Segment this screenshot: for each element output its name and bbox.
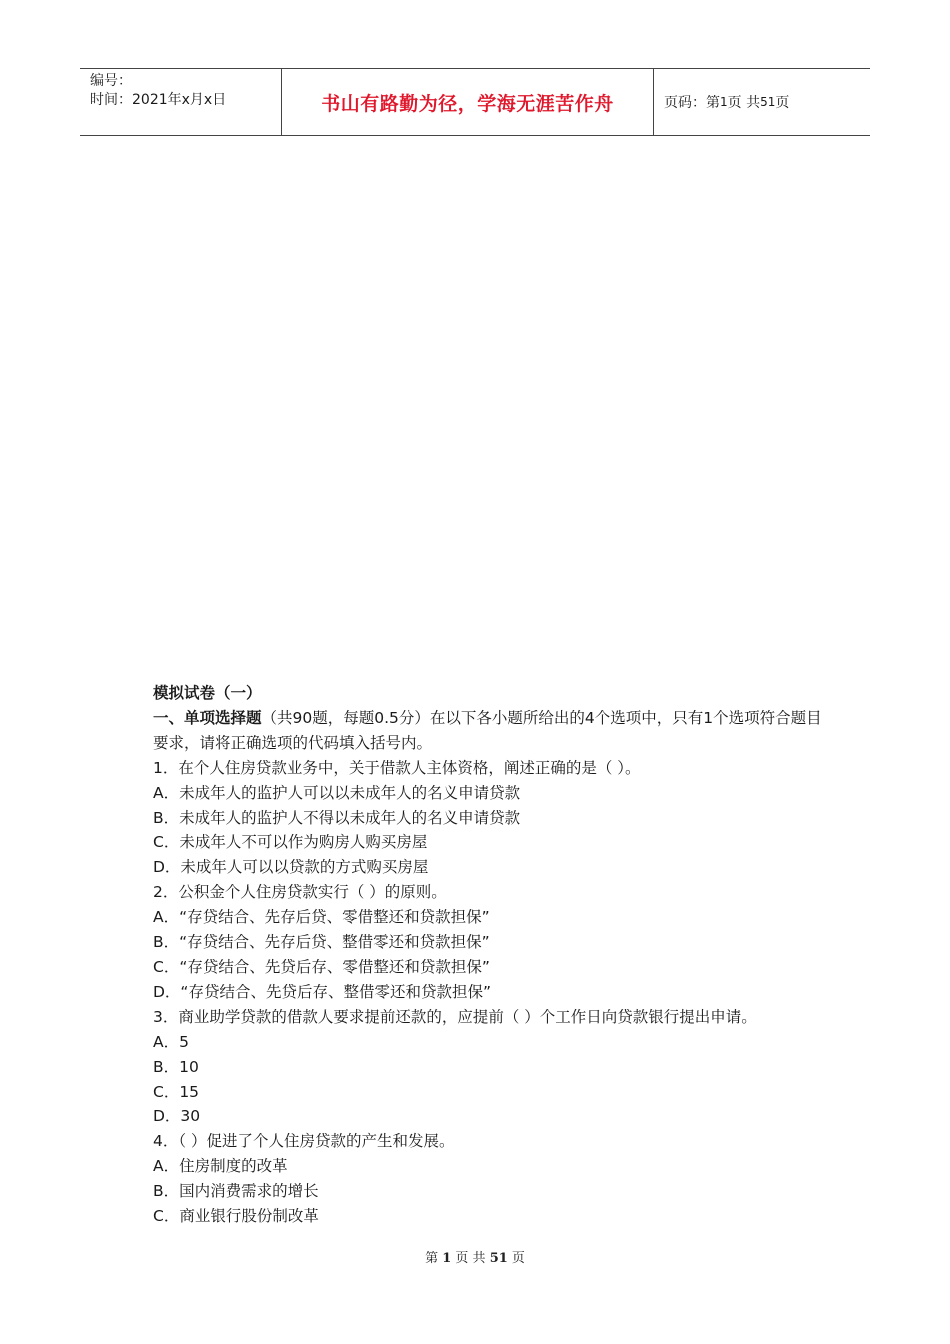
option-1d: D．未成年人可以以贷款的方式购买房屋: [153, 858, 429, 877]
option-1a: A．未成年人的监护人可以以未成年人的名义申请贷款: [153, 783, 521, 802]
header-motto-cell: [282, 69, 654, 135]
page-total: 51: [760, 95, 776, 109]
option-3a: A．5: [153, 1032, 189, 1051]
header-info-cell: [80, 69, 282, 135]
page-header: [80, 68, 870, 136]
section-title: 一、单项选择题: [153, 708, 262, 727]
section-intro: [153, 706, 833, 756]
question-3: 3．商业助学贷款的借款人要求提前还款的，应提前（ ）个工作日向贷款银行提出申请。: [153, 1007, 757, 1026]
option-3c: C．15: [153, 1082, 200, 1101]
footer-prefix: 第: [425, 1251, 439, 1266]
option-2d: D．“存贷结合、先贷后存、整借零还和贷款担保”: [153, 982, 491, 1001]
exam-title: 模拟试卷（一）: [153, 684, 262, 702]
header-page-cell: [654, 69, 870, 135]
page-mid: 页 共: [727, 95, 761, 111]
page-end: 页: [775, 95, 790, 111]
option-2c: C．“存贷结合、先贷后存、零借整还和贷款担保”: [153, 957, 490, 976]
option-3d: D．30: [153, 1107, 201, 1126]
option-4a: A．住房制度的改革: [153, 1157, 288, 1176]
footer-suffix: 页: [511, 1251, 525, 1266]
motto: 书山有路勤为径，学海无涯苦作舟: [321, 92, 614, 115]
page-footer: [0, 1247, 950, 1266]
option-2a: A．“存贷结合、先存后贷、零借整还和贷款担保”: [153, 908, 490, 927]
question-1: 1．在个人住房贷款业务中，关于借款人主体资格，阐述正确的是（ ）。: [153, 758, 641, 777]
footer-total-pages: 51: [489, 1251, 508, 1266]
page-label: 页码：第: [664, 95, 720, 111]
footer-mid: 页 共: [455, 1251, 486, 1266]
footer-current-page: 1: [442, 1251, 452, 1266]
serial-label: 编号：: [90, 73, 132, 89]
option-1c: C．未成年人不可以作为购房人购买房屋: [153, 833, 428, 852]
section-description: （共90题，每题0.5分）在以下各小题所给出的4个选项中，只有1个选项符合题目要求，请将正确选项的代码填入括号内。: [153, 708, 822, 752]
option-3b: B．10: [153, 1057, 199, 1076]
document-body: [153, 681, 833, 1229]
page-current: 1: [720, 95, 728, 109]
option-4b: B．国内消费需求的增长: [153, 1182, 319, 1201]
time-label: 时间：2021年x月x日: [90, 92, 227, 108]
option-4c: C．商业银行股份制改革: [153, 1207, 319, 1226]
option-1b: B．未成年人的监护人不得以未成年人的名义申请贷款: [153, 808, 521, 827]
question-2: 2．公积金个人住房贷款实行（ ）的原则。: [153, 883, 447, 902]
option-2b: B．“存贷结合、先存后贷、整借零还和贷款担保”: [153, 933, 490, 952]
question-4: 4．（ ）促进了个人住房贷款的产生和发展。: [153, 1132, 455, 1151]
